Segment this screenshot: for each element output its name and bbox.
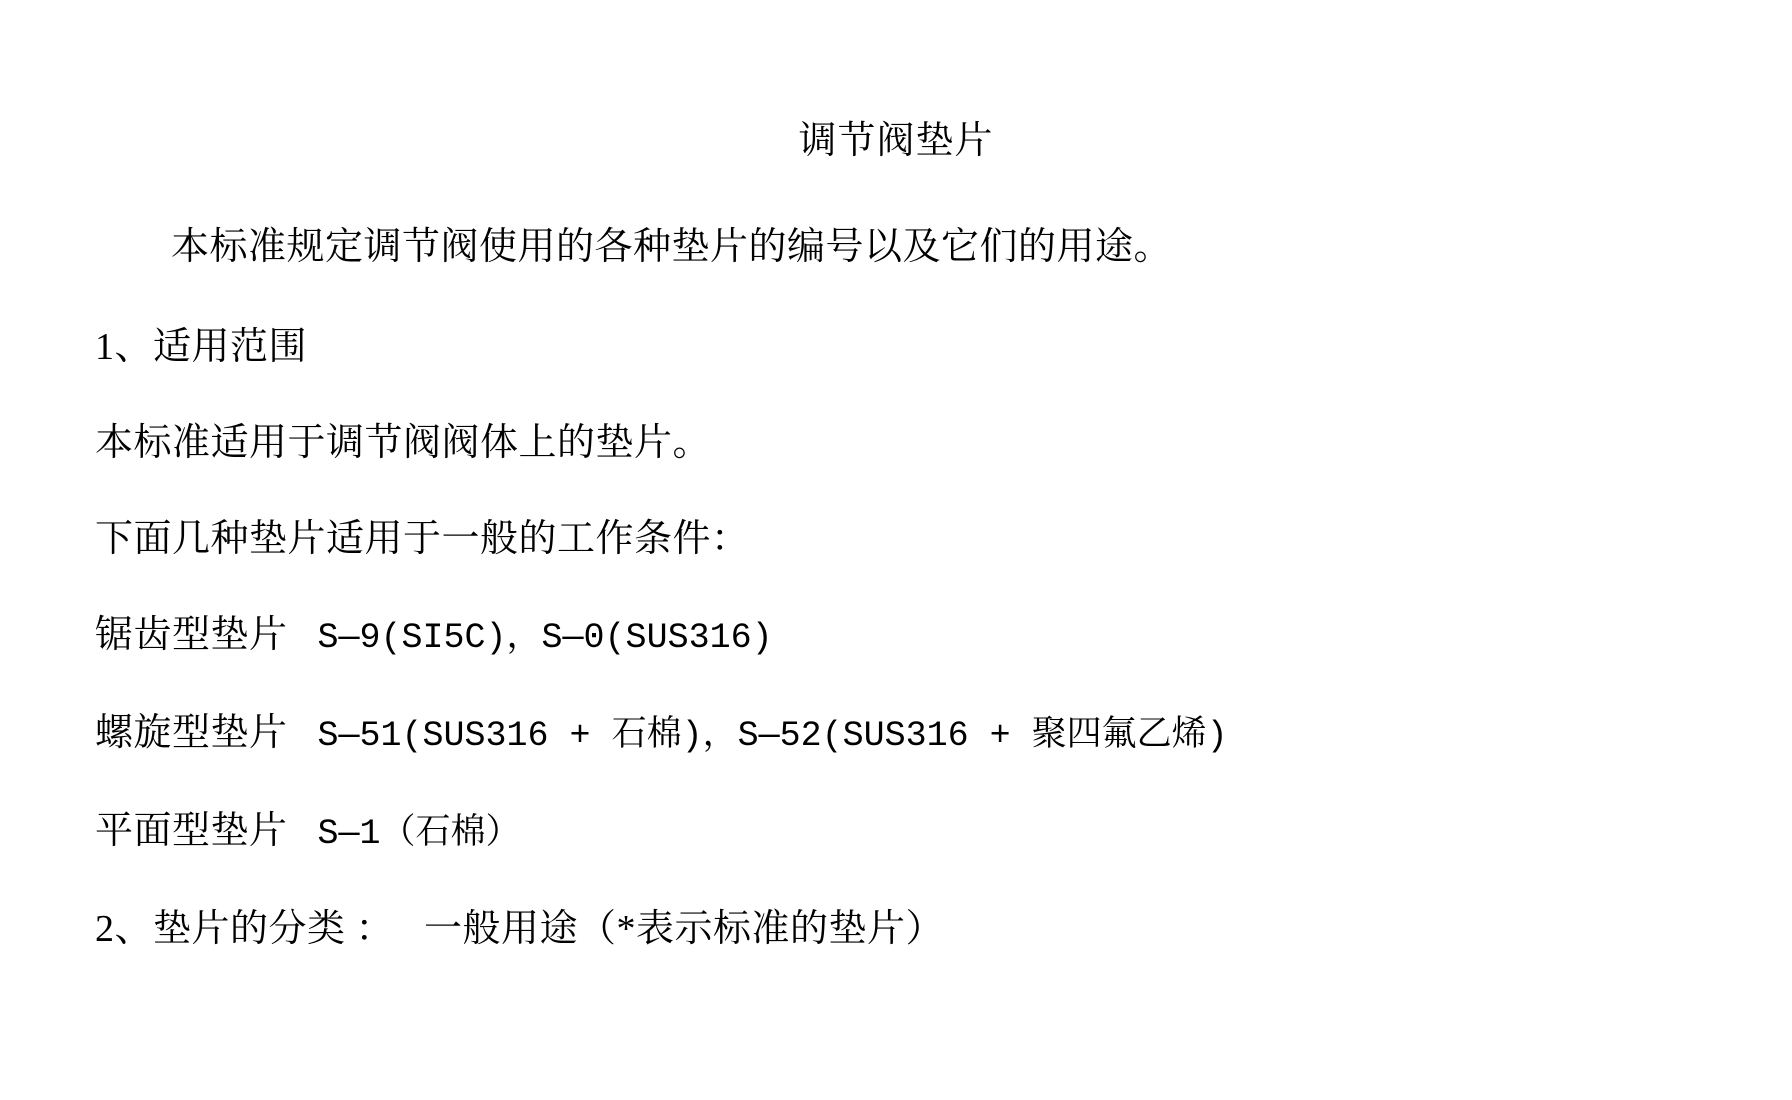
gasket-row-saw	[95, 558, 1697, 656]
gasket-label-spiral: 螺旋型垫片	[95, 712, 288, 754]
gasket-label-flat: 平面型垫片	[95, 810, 288, 852]
gasket-row-spiral	[95, 656, 1697, 754]
gasket-value-saw: S—9(SI5C)，S—0(SUS316)	[317, 618, 773, 658]
paragraph-lead: 本标准规定调节阀使用的各种垫片的编号以及它们的用途。	[171, 226, 1173, 268]
gasket-value-spiral: S—51(SUS316 + 石棉)，S—52(SUS316 + 聚四氟乙烯)	[317, 716, 1228, 756]
heading-section-1: 1、适用范围	[95, 326, 308, 368]
heading-section-2: 2、垫片的分类 ： 一般用途（*表示标准的垫片）	[95, 908, 945, 950]
paragraph-scope: 本标准适用于调节阀阀体上的垫片。	[95, 422, 712, 464]
page-title: 调节阀垫片	[798, 120, 994, 162]
paragraph-general-conditions: 下面几种垫片适用于一般的工作条件：	[95, 518, 750, 560]
gasket-label-saw: 锯齿型垫片	[95, 614, 288, 656]
gasket-row-flat	[95, 754, 1697, 852]
gasket-value-flat: S—1（石棉）	[317, 814, 521, 854]
